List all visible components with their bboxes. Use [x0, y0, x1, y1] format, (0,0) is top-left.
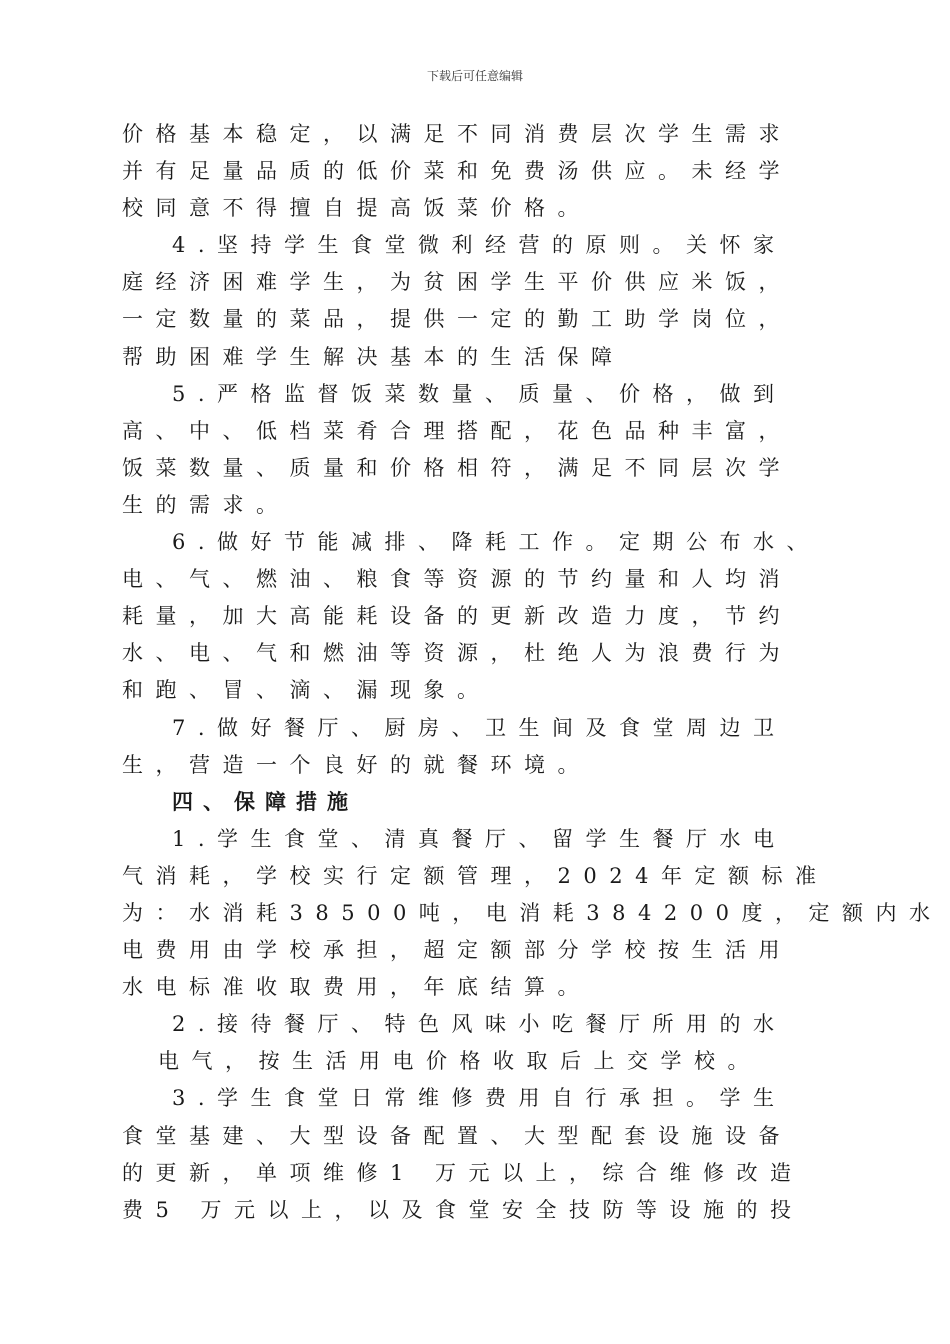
- text-line: 电气，按生活用电价格收取后上交学校。: [158, 1049, 761, 1074]
- text-line: 帮助困难学生解决基本的生活保障: [122, 344, 625, 369]
- text-line: 电、气、燃油、粮食等资源的节约量和人均消: [122, 567, 792, 592]
- text-line: 7.做好餐厅、厨房、卫生间及食堂周边卫: [172, 715, 787, 740]
- text-line: 水电标准收取费用，年底结算。: [122, 975, 591, 1000]
- text-line: 价格基本稳定，以满足不同消费层次学生需求: [122, 122, 792, 146]
- section-heading: 四、保障措施: [172, 789, 358, 814]
- text-line: 电费用由学校承担，超定额部分学校按生活用: [122, 938, 792, 963]
- text-line: 2.接待餐厅、特色风味小吃餐厅所用的水: [172, 1012, 787, 1037]
- text-line: 3.学生食堂日常维修费用自行承担。学生: [172, 1086, 787, 1111]
- text-line: 一定数量的菜品，提供一定的勤工助学岗位，: [122, 307, 792, 332]
- text-line: 饭菜数量、质量和价格相符，满足不同层次学: [122, 455, 792, 480]
- text-line: 6.做好节能减排、降耗工作。定期公布水、: [172, 530, 821, 555]
- text-line: 校同意不得擅自提高饭菜价格。: [122, 196, 591, 221]
- text-line: 气消耗，学校实行定额管理，2024年定额标准: [122, 863, 829, 888]
- text-line: 费5 万元以上，以及食堂安全技防等设施的投: [122, 1197, 804, 1222]
- text-line: 的更新，单项维修1 万元以上，综合维修改造: [122, 1160, 804, 1185]
- page-header: 下载后可任意编辑: [426, 69, 523, 83]
- text-line: 并有足量品质的低价菜和免费汤供应。未经学: [122, 159, 792, 184]
- text-line: 4.坚持学生食堂微利经营的原则。关怀家: [172, 233, 787, 258]
- text-line: 食堂基建、大型设备配置、大型配套设施设备: [122, 1123, 792, 1148]
- document-body: [122, 116, 943, 1229]
- text-line: 为：水消耗38500吨，电消耗384200度，定额内水: [122, 900, 943, 925]
- text-line: 水、电、气和燃油等资源，杜绝人为浪费行为: [122, 641, 792, 666]
- text-line: 庭经济困难学生，为贫困学生平价供应米饭，: [122, 270, 792, 295]
- text-line: 生的需求。: [122, 492, 290, 517]
- text-line: 高、中、低档菜肴合理搭配，花色品种丰富，: [122, 418, 792, 443]
- text-line: 生，营造一个良好的就餐环境。: [122, 752, 591, 777]
- text-line: 耗量，加大高能耗设备的更新改造力度，节约: [122, 604, 792, 629]
- text-line: 1.学生食堂、清真餐厅、留学生餐厅水电: [172, 826, 787, 851]
- text-line: 5.严格监督饭菜数量、质量、价格，做到: [172, 381, 787, 406]
- text-line: 和跑、冒、滴、漏现象。: [122, 678, 491, 703]
